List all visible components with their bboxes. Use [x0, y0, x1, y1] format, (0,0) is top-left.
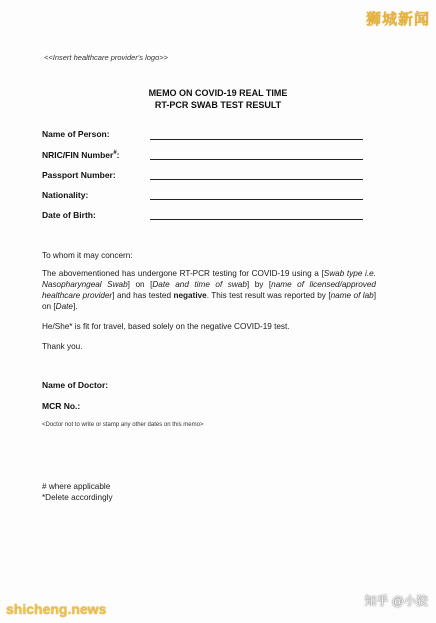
salutation: To whom it may concern:: [42, 251, 133, 260]
field-label-passport: Passport Number:: [42, 170, 116, 180]
watermark-bottom-right: 知乎 @小狡: [364, 594, 428, 608]
footnote-where-applicable: # where applicable: [42, 482, 111, 491]
field-line-nric: [150, 159, 363, 160]
field-label-nationality: Nationality:: [42, 190, 89, 200]
watermark-bottom-left: shicheng.news: [6, 601, 107, 617]
field-line-name: [150, 139, 363, 140]
memo-title-line2: RT-PCR SWAB TEST RESULT: [154, 100, 282, 110]
watermark-top-right: 狮城新闻: [365, 11, 430, 28]
field-label-nric: NRIC/FIN Number#:: [42, 150, 120, 160]
field-line-dob: [150, 219, 363, 220]
doctor-name-label: Name of Doctor:: [42, 380, 109, 390]
footnote-delete-accordingly: *Delete accordingly: [42, 493, 113, 502]
field-label-dob: Date of Birth:: [42, 210, 96, 220]
logo-placeholder: <<Insert healthcare provider's logo>>: [44, 53, 169, 62]
field-line-passport: [150, 179, 363, 180]
body-paragraph-3: Thank you.: [42, 342, 83, 351]
field-label-name: Name of Person:: [42, 129, 110, 139]
field-line-nationality: [150, 199, 363, 200]
body-paragraph-2: He/She* is fit for travel, based solely on the negative COVID-19 test.: [42, 322, 290, 331]
mcr-number-label: MCR No.:: [42, 401, 81, 411]
memo-title-line1: MEMO ON COVID-19 REAL TIME: [148, 88, 288, 98]
doctor-note: <Doctor not to write or stamp any other dates on this memo>: [42, 422, 204, 428]
body-paragraph-1: The abovementioned has undergone RT-PCR testing for COVID-19 using a [Swab type i.e. Nasopharyngeal Swab] on [Date and time of swab] by [name of licensed/approved healthcare provider] and has tested negative. This test result was reported by [name of lab] on [Date].: [42, 269, 376, 311]
